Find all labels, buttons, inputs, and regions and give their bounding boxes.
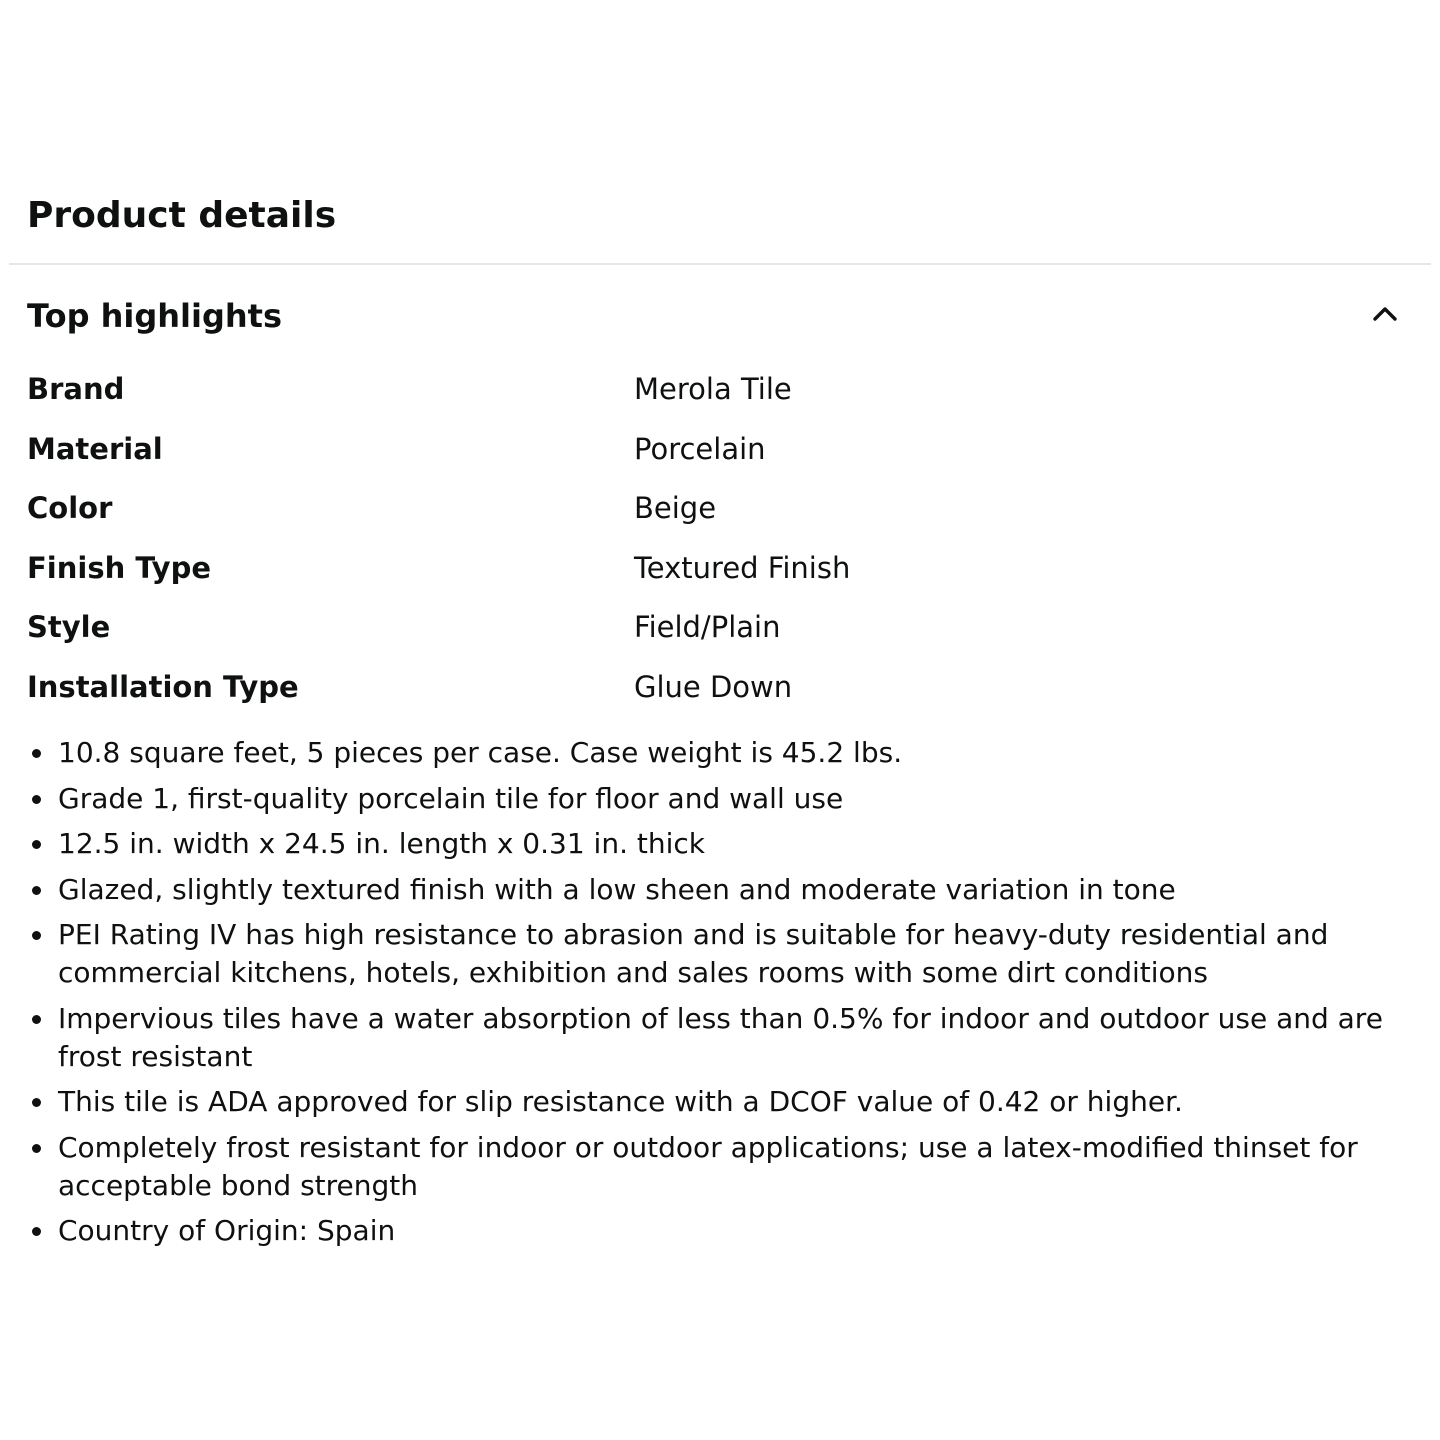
feature-bullet: Country of Origin: Spain [27, 1212, 1417, 1250]
feature-bullet: This tile is ADA approved for slip resistance with a DCOF value of 0.42 or higher. [27, 1083, 1417, 1121]
attribute-value: Porcelain [634, 431, 766, 466]
attribute-row-material [27, 420, 1417, 480]
attribute-label: Installation Type [27, 669, 299, 704]
feature-bullet: PEI Rating IV has high resistance to abrasion and is suitable for heavy-duty residential and commercial kitchens, hotels, exhibition and sales rooms with some dirt conditions [27, 916, 1417, 992]
attribute-value: Field/Plain [634, 610, 781, 644]
attribute-row-installation-type [27, 658, 1417, 718]
top-highlights-header[interactable] [0, 290, 1440, 344]
section-divider [9, 263, 1431, 265]
feature-bullet: Glazed, slightly textured finish with a low sheen and moderate variation in tone [27, 871, 1417, 909]
attribute-label: Brand [27, 372, 125, 406]
attribute-value: Merola Tile [634, 372, 792, 406]
feature-bullet: 12.5 in. width x 24.5 in. length x 0.31 in. thick [27, 825, 1417, 863]
highlights-attribute-table [27, 360, 1417, 717]
attribute-row-color [27, 479, 1417, 539]
feature-bullet-list [27, 734, 1417, 1258]
attribute-value: Glue Down [634, 669, 793, 704]
attribute-label: Color [27, 491, 113, 525]
feature-bullet: Grade 1, first-quality porcelain tile for floor and wall use [27, 780, 1417, 818]
top-highlights-title: Top highlights [27, 297, 283, 335]
attribute-row-brand [27, 360, 1417, 420]
attribute-label: Style [27, 610, 111, 644]
attribute-value: Beige [634, 491, 717, 525]
feature-bullet: 10.8 square feet, 5 pieces per case. Case weight is 45.2 lbs. [27, 734, 1417, 772]
attribute-label: Material [27, 431, 163, 466]
chevron-up-icon[interactable] [1364, 294, 1406, 336]
attribute-row-finish-type [27, 539, 1417, 599]
attribute-row-style [27, 598, 1417, 658]
attribute-label: Finish Type [27, 550, 212, 585]
section-title: Product details [27, 195, 337, 236]
feature-bullet: Impervious tiles have a water absorption of less than 0.5% for indoor and outdoor use and are frost resistant [27, 1000, 1417, 1076]
feature-bullet: Completely frost resistant for indoor or outdoor applications; use a latex-modified thinset for acceptable bond strength [27, 1129, 1417, 1205]
attribute-value: Textured Finish [634, 550, 851, 585]
